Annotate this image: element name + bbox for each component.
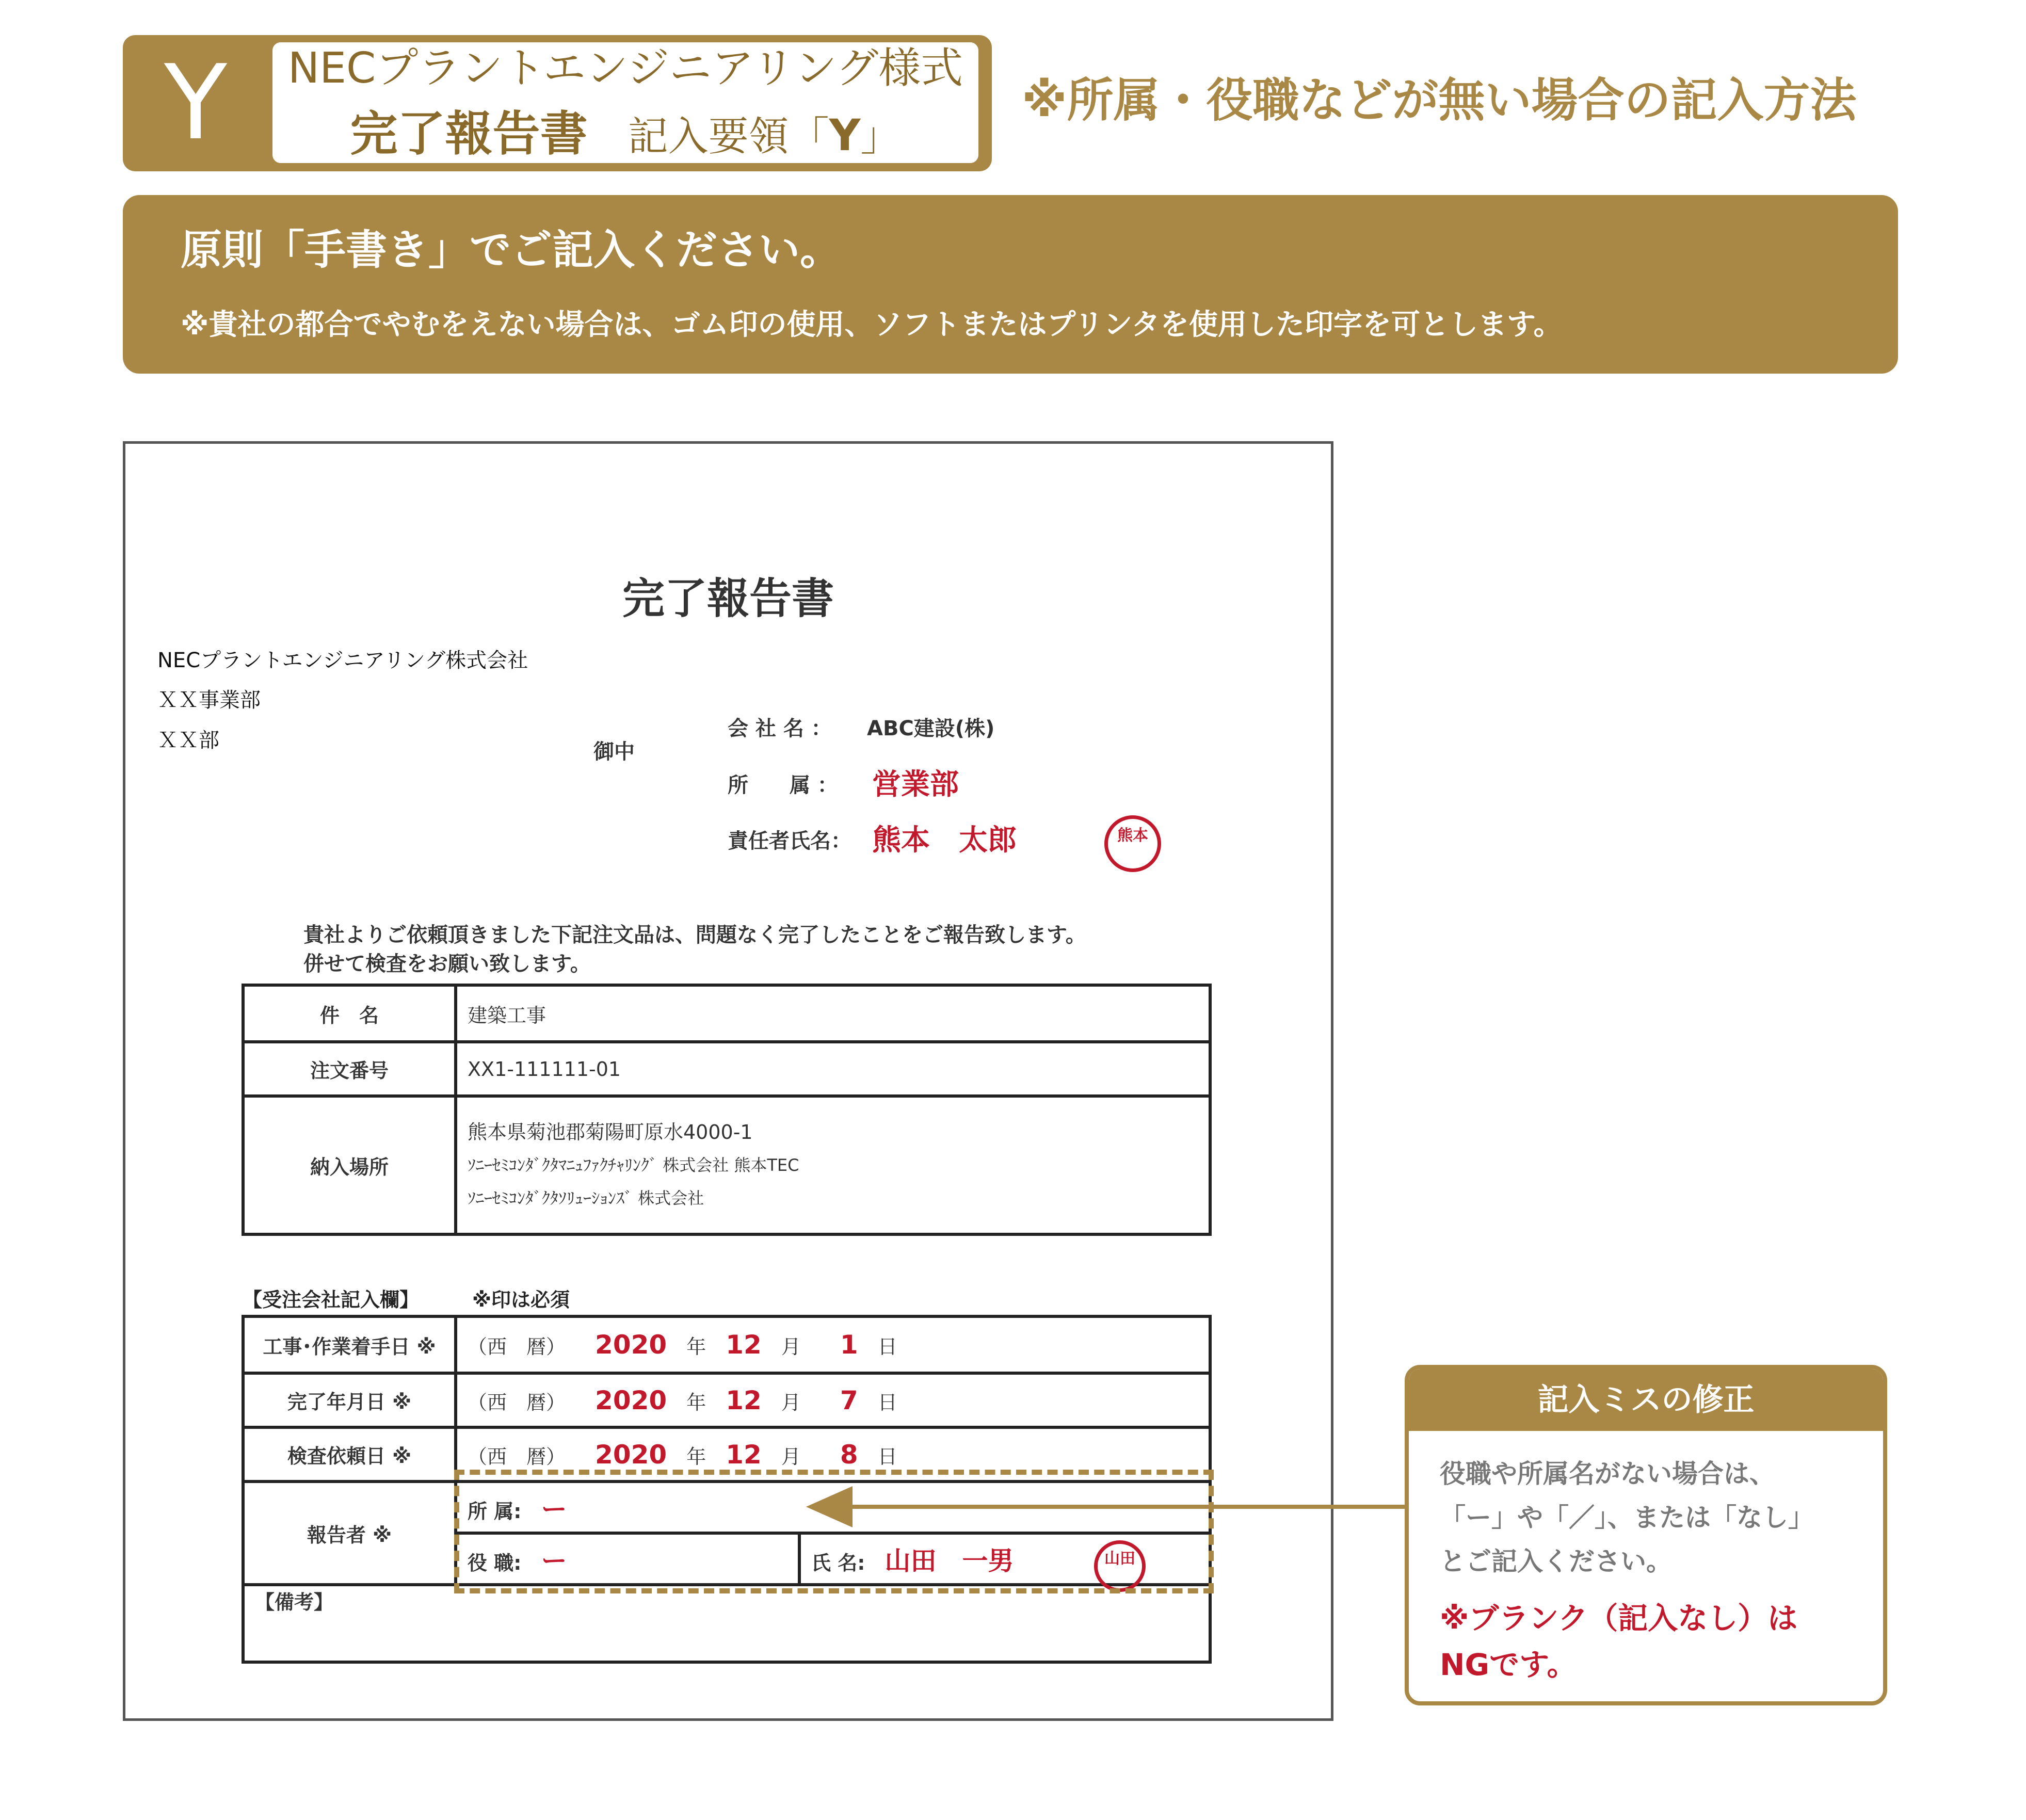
callout-title: 記入ミスの修正 — [1409, 1369, 1883, 1431]
addressee-department: ＸＸ部 — [157, 729, 219, 752]
affil-label: 所 属: — [468, 1500, 522, 1523]
header-guide-letter: Y — [829, 110, 861, 160]
date-value: （西 暦） 2020 年 12 月 7 日 — [456, 1373, 1210, 1427]
onchu-label: 御中 — [593, 740, 635, 764]
message-line1: 貴社よりご依頼頂きました下記注文品は、問題なく完了したことをご報告致します。 — [303, 923, 1086, 947]
date-row — [243, 1316, 1210, 1373]
location-line: ｿﾆｰｾﾐｺﾝﾀﾞｸﾀｿﾘｭｰｼｮﾝｽﾞ 株式会社 — [468, 1188, 704, 1208]
company-value: ABC建設(株) — [867, 717, 995, 740]
header-guide-prefix: 記入要領「 — [628, 114, 829, 160]
order-row-subject — [243, 985, 1210, 1042]
location-line: ｿﾆｰｾﾐｺﾝﾀﾞｸﾀﾏﾆｭﾌｧｸﾁｬﾘﾝｸﾞ 株式会社 熊本TEC — [468, 1155, 799, 1175]
date-row — [243, 1373, 1210, 1427]
name-label: 氏 名: — [811, 1552, 865, 1574]
location-line: 熊本県菊池郡菊陽町原水4000-1 — [468, 1121, 753, 1143]
name-value: 山田 一男 — [885, 1546, 1014, 1576]
document-title: 完了報告書 — [622, 574, 834, 623]
principle-sub: ※貴社の都合でやむをえない場合は、ゴム印の使用、ソフトまたはプリンタを使用した印字を可とします。 — [181, 308, 1563, 342]
header-doc-title — [269, 103, 982, 179]
order-row-number — [243, 1042, 1210, 1096]
order-table — [242, 984, 1212, 1236]
order-row-location — [243, 1096, 1210, 1234]
header-note: ※所属・役職などが無い場合の記入方法 — [1022, 73, 1857, 127]
person-label: 責任者氏名： — [728, 829, 851, 853]
order-label: 納入場所 — [243, 1096, 456, 1234]
seal-stamp-yamada: 山田 — [1094, 1540, 1146, 1592]
addressee-division: ＸＸ事業部 — [157, 688, 261, 712]
dept-value: 営業部 — [872, 768, 959, 801]
order-value: XX1-111111-01 — [456, 1042, 1210, 1096]
pointer-arrow-line — [846, 1505, 1406, 1509]
header-guide-suffix: 」 — [860, 114, 901, 160]
required-note: ※印は必須 — [472, 1289, 570, 1311]
callout-warning-line: ※ブランク（記入なし）は — [1440, 1601, 1798, 1636]
addressee-company: NECプラントエンジニアリング株式会社 — [157, 649, 528, 672]
person-value: 熊本 太郎 — [872, 824, 1017, 857]
order-label: 注文番号 — [243, 1042, 456, 1096]
order-value-location — [456, 1096, 1210, 1234]
date-label: 検査依頼日 ※ — [243, 1427, 456, 1481]
date-value: （西 暦） 2020 年 12 月 8 日 — [456, 1427, 1210, 1481]
reporter-label: 報告者 ※ — [243, 1481, 456, 1585]
callout-body-line: とご記入ください。 — [1440, 1547, 1672, 1576]
contractor-section-label: 【受注会社記入欄】 — [243, 1289, 420, 1311]
dept-label: 所 属 ： — [728, 774, 838, 797]
principle-main: 原則「手書き」でご記入ください。 — [181, 226, 841, 274]
header-form-owner: NECプラントエンジニアリング様式 — [287, 44, 963, 93]
remarks-cell: 【備考】 — [243, 1585, 1210, 1662]
seal-stamp-kumamoto: 熊本 — [1104, 815, 1161, 872]
callout-body-line: 「ー」や「／」、または「なし」 — [1440, 1503, 1814, 1533]
date-label: 工事･作業着手日 ※ — [243, 1316, 456, 1373]
date-value: （西 暦） 2020 年 12 月 1 日 — [456, 1316, 1210, 1373]
post-label: 役 職: — [468, 1552, 522, 1574]
order-label: 件 名 — [243, 985, 456, 1042]
remarks-row — [243, 1585, 1210, 1662]
callout-warning-line: NGです。 — [1440, 1647, 1577, 1682]
form-letter-badge: Y — [164, 43, 228, 163]
callout-body-line: 役職や所属名がない場合は、 — [1440, 1459, 1775, 1489]
order-value: 建築工事 — [456, 985, 1210, 1042]
company-label: 会 社 名 ： — [728, 717, 832, 740]
header-doc-name: 完了報告書 — [350, 106, 588, 162]
date-label: 完了年月日 ※ — [243, 1373, 456, 1427]
message-line2: 併せて検査をお願い致します。 — [303, 952, 591, 976]
affil-value: ー — [541, 1494, 567, 1524]
post-value: ー — [541, 1546, 567, 1576]
pointer-arrow-head-icon — [806, 1486, 853, 1527]
